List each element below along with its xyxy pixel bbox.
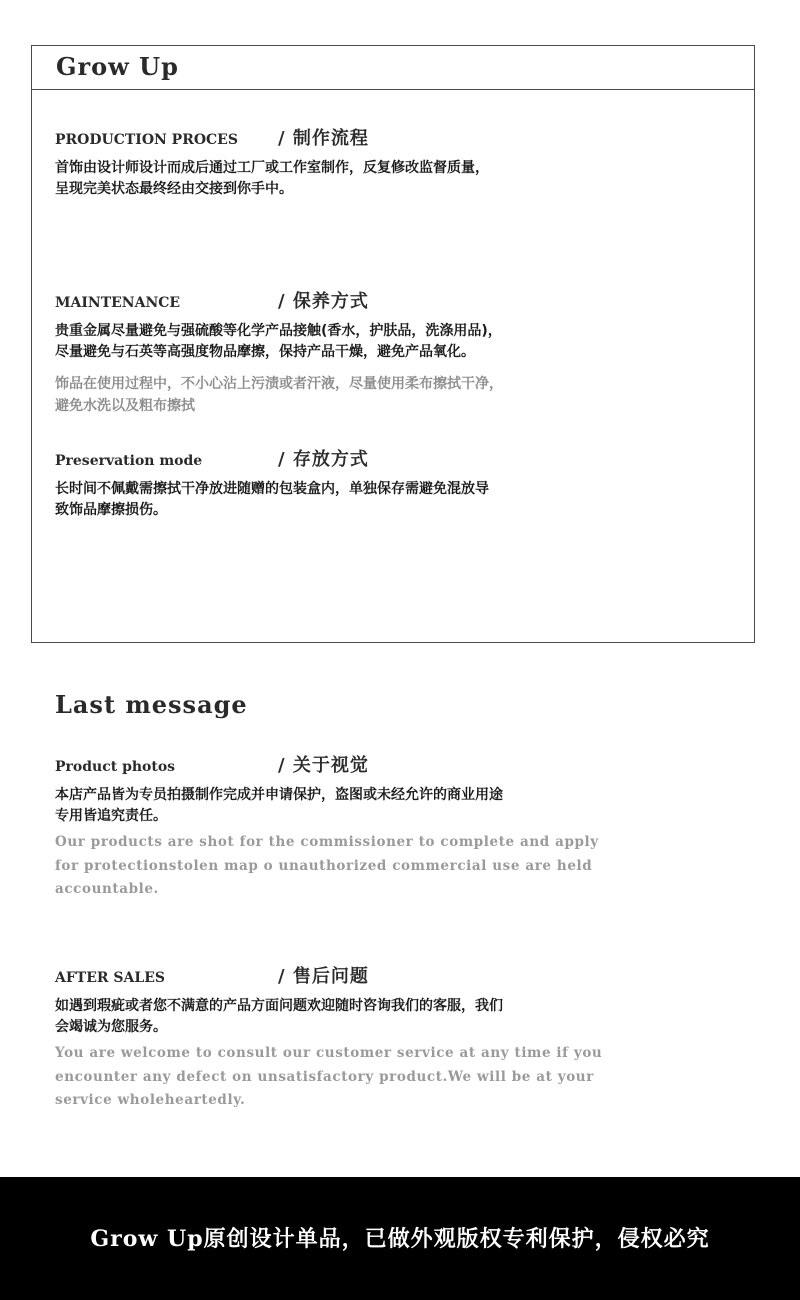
- maintenance-note: 饰品在使用过程中，不小心沾上污渍或者汗液，尽量使用柔布擦拭干净， 避免水洗以及粗布擦拭: [55, 376, 503, 414]
- after-sales-heading: [55, 962, 655, 988]
- after-sales-body: 如遇到瑕疵或者您不满意的产品方面问题欢迎随时咨询我们的客服，我们 会竭诚为您服务。: [55, 998, 503, 1035]
- preservation-heading-en: Preservation mode: [55, 453, 203, 469]
- product-photos-heading: [55, 751, 655, 777]
- product-photos-section: [55, 751, 655, 902]
- production-heading-en: PRODUCTION PROCES: [55, 132, 238, 148]
- after-sales-section: [55, 962, 655, 1113]
- preservation-body: 长时间不佩戴需擦拭干净放进随赠的包装盒内，单独保存需避免混放导 致饰品摩擦损伤。: [55, 481, 489, 518]
- product-photos-heading-cn: / 关于视觉: [278, 755, 369, 776]
- preservation-heading-cn: / 存放方式: [278, 449, 369, 470]
- product-photos-en-body: Our products are shot for the commissioner to complete and apply for protectionstolen map o unauthorized commercial use are held accountable.: [55, 834, 599, 897]
- maintenance-heading-cn: / 保养方式: [278, 291, 369, 312]
- production-body: 首饰由设计师设计而成后通过工厂或工作室制作，反复修改监督质量， 呈现完美状态最终经由交接到你手中。: [55, 160, 489, 197]
- production-section: [55, 124, 655, 200]
- product-photos-body: 本店产品皆为专员拍摄制作完成并申请保护，盗图或未经允许的商业用途 专用皆追究责任。: [55, 787, 503, 824]
- brand-title: Grow Up: [56, 52, 179, 81]
- product-photos-heading-en: Product photos: [55, 759, 176, 775]
- last-message-title: Last message: [55, 690, 248, 719]
- production-heading-cn: / 制作流程: [278, 128, 369, 149]
- maintenance-body: 贵重金属尽量避免与强硫酸等化学产品接触(香水，护肤品，洗涤用品)， 尽量避免与石英等高强度物品摩擦，保持产品干燥，避免产品氧化。: [55, 323, 502, 360]
- maintenance-heading-en: MAINTENANCE: [55, 295, 181, 311]
- after-sales-heading-cn: / 售后问题: [278, 966, 369, 987]
- maintenance-section: [55, 287, 655, 417]
- footer-banner: [0, 1177, 800, 1300]
- after-sales-heading-en: AFTER SALES: [55, 970, 165, 986]
- preservation-section: [55, 445, 655, 521]
- footer-copyright-text: Grow Up原创设计单品，已做外观版权专利保护，侵权必究: [90, 1226, 710, 1252]
- production-heading: [55, 124, 655, 150]
- preservation-heading: [55, 445, 655, 471]
- frame-header: [32, 46, 754, 90]
- after-sales-en-body: You are welcome to consult our customer service at any time if you encounter any defect on unsatisfactory product.We will be at your service wholeheartedly.: [55, 1045, 603, 1108]
- maintenance-heading: [55, 287, 655, 313]
